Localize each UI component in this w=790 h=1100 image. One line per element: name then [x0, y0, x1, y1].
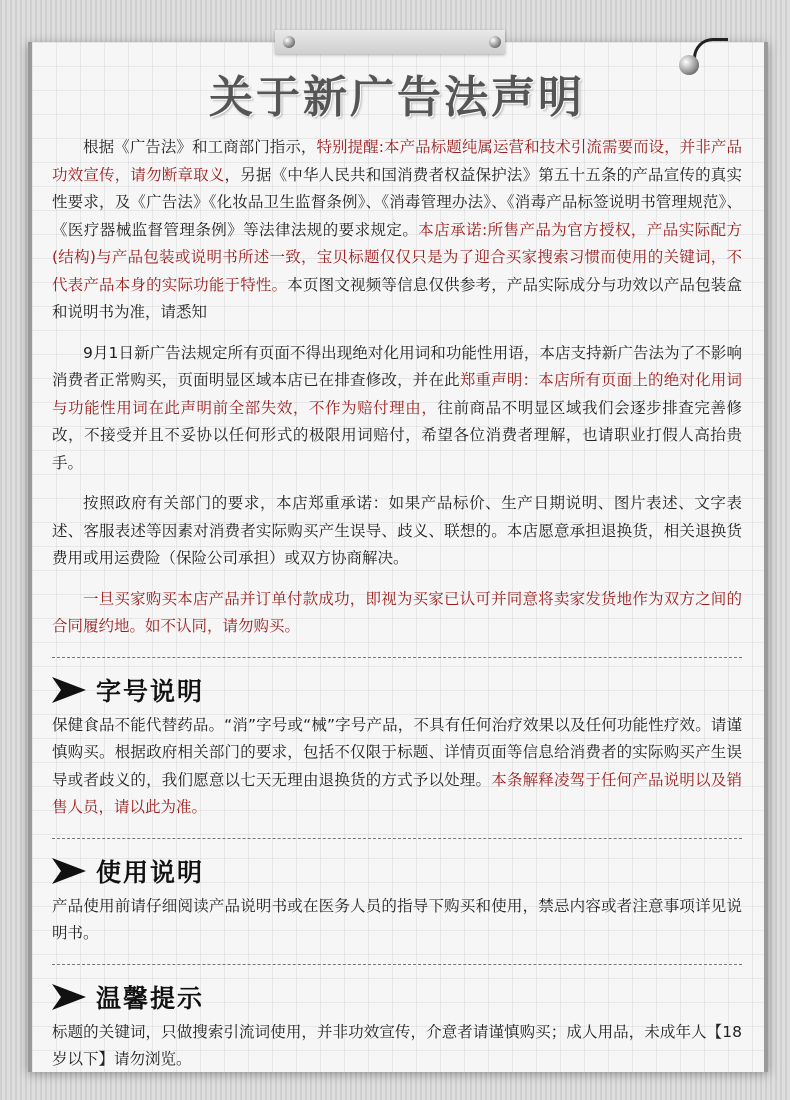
dashed-divider	[52, 657, 742, 658]
statement-paragraphs	[52, 134, 742, 641]
dashed-divider	[52, 838, 742, 839]
body-text: 本页图文视频等信息仅供参考，产品实际成分与功效以产品包装盒和说明书为准，请悉知	[52, 275, 742, 321]
emphasis-text: 本店承诺:所售产品为官方授权，产品实际配方(结构)与产品包装或说明书所述一致，宝贝标题仅仅只是为了迎合买家搜索习惯而使用的关键词，不代表产品本身的实际功能于特性。	[52, 220, 742, 294]
body-text: 根据《广告法》和工商部门指示，	[83, 138, 317, 156]
section-header	[52, 670, 742, 710]
section-body	[52, 893, 742, 948]
body-text: 标题的关键词，只做搜索引流词使用，并非功效宣传，介意者请谨慎购买；成人用品，未成年人【18岁以下】请勿浏览。	[52, 1022, 742, 1068]
pin-icon	[489, 36, 501, 48]
emphasis-text: 一旦买家购买本店产品并订单付款成功，即视为买家已认可并同意将卖家发货地作为双方之间的合同履约地。如不认同，请勿购买。	[52, 589, 742, 635]
paper-tape	[275, 30, 505, 54]
page-title: 关于新广告法声明	[209, 72, 585, 123]
dashed-divider	[52, 964, 742, 965]
body-text: 按照政府有关部门的要求，本店郑重承诺：如果产品标价、生产日期说明、图片表述、文字表述、客服表述等因素对消费者实际购买产生误导、歧义、联想的。本店愿意承担退换货，相关退换货费用或用运费险（保险公司承担）或双方协商解决。	[52, 494, 742, 567]
body-text: 9月1日新广告法规定所有页面不得出现绝对化用词和功能性用语，本店支持新广告法为了不影响消费者正常购买，页面明显区域本店已在排查修改，并在此	[52, 343, 742, 389]
emphasis-text: 郑重声明：本店所有页面上的绝对化用词与功能性用词在此声明前全部失效，不作为赔付理由，	[52, 371, 742, 417]
statement-paragraph	[52, 340, 742, 478]
arrow-right-icon	[52, 984, 86, 1010]
section-header	[52, 977, 742, 1017]
arrow-right-icon	[52, 858, 86, 884]
section-title: 字号说明	[96, 676, 205, 706]
statement-paragraph	[52, 134, 742, 327]
section-title: 温馨提示	[96, 983, 205, 1013]
emphasis-text: 本条解释凌驾于任何产品说明以及销售人员，请以此为准。	[52, 770, 742, 816]
body-text: 往前商品不明显区域我们会逐步排查完善修改，不接受并且不妥协以任何形式的极限用词赔付，希望各位消费者理解，也请职业打假人高抬贵手。	[52, 398, 742, 472]
info-sections	[52, 657, 742, 1074]
statement-paragraph	[52, 490, 742, 573]
body-text: 保健食品不能代替药品。“消”字号或“械”字号产品，不具有任何治疗效果以及任何功能性疗效。请谨慎购买。根据政府相关部门的要求，包括不仅限于标题、详情页面等信息给消费者的实际购买产生误导或者歧义的，我们愿意以七天无理由退换货的方式予以处理。	[52, 715, 742, 789]
section-header	[52, 851, 742, 891]
pin-icon	[283, 36, 295, 48]
section-body	[52, 1019, 742, 1074]
section-body	[52, 712, 742, 822]
statement-paragraph	[52, 586, 742, 641]
notice-content	[52, 62, 742, 1074]
arrow-right-icon	[52, 677, 86, 703]
section-title: 使用说明	[96, 857, 205, 887]
body-text: ，另据《中华人民共和国消费者权益保护法》第五十五条的产品宣传的真实性要求，及《广告法》《化妆品卫生监督条例》、《消毒管理办法》、《消毒产品标签说明书管理规范》、《医疗器械监督管理条例》等法律法规的要求规定。	[52, 165, 742, 239]
emphasis-text: 特别提醒:本产品标题纯属运营和技术引流需要而设，并非产品功效宣传，请勿断章取义	[52, 138, 742, 184]
body-text: 产品使用前请仔细阅读产品说明书或在医务人员的指导下购买和使用，禁忌内容或者注意事项详见说明书。	[52, 896, 742, 942]
